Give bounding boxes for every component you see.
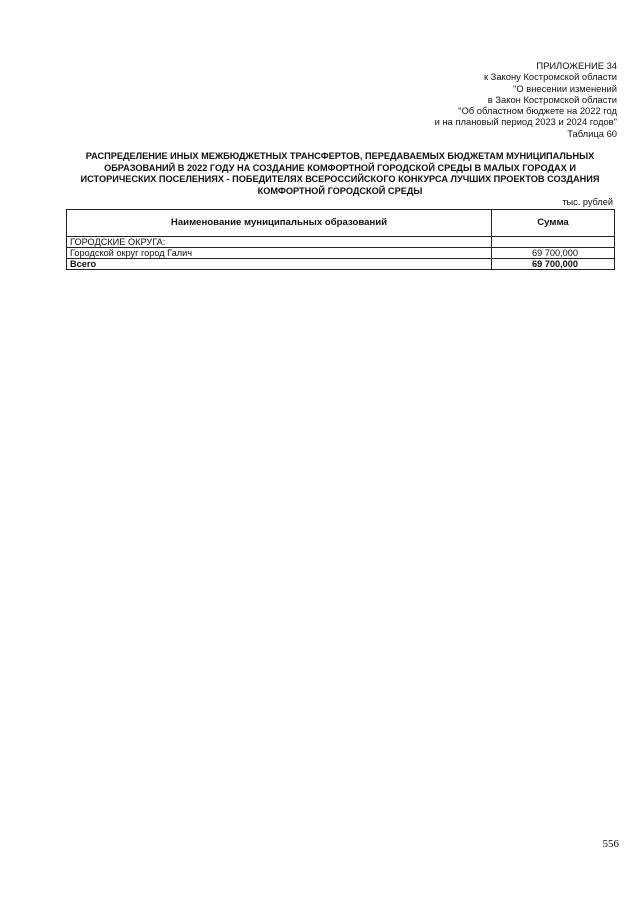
- units-label: тыс. рублей: [562, 197, 613, 207]
- table-number: Таблица 60: [567, 127, 617, 139]
- table-header-row: [67, 210, 615, 237]
- title-line: КОМФОРТНОЙ ГОРОДСКОЙ СРЕДЫ: [257, 185, 423, 196]
- table-row: [67, 248, 615, 259]
- appendix-line: "О внесении изменений: [513, 82, 617, 94]
- title-line: ОБРАЗОВАНИЙ В 2022 ГОДУ НА СОЗДАНИЕ КОМФОРТНОЙ ГОРОДСКОЙ СРЕДЫ В МАЛЫХ ГОРОДАХ И: [104, 162, 576, 173]
- title-line: ИСТОРИЧЕСКИХ ПОСЕЛЕНИЯХ - ПОБЕДИТЕЛЯХ ВСЕРОССИЙСКОГО КОНКУРСА ЛУЧШИХ ПРОЕКТОВ СОЗДАНИЯ: [80, 174, 600, 185]
- appendix-line: ПРИЛОЖЕНИЕ 34: [536, 60, 617, 71]
- row-name: ГОРОДСКИЕ ОКРУГА:: [67, 237, 492, 248]
- column-header-name: Наименование муниципальных образований: [67, 210, 492, 237]
- title-line: РАСПРЕДЕЛЕНИЕ ИНЫХ МЕЖБЮДЖЕТНЫХ ТРАНСФЕРТОВ, ПЕРЕДАВАЕМЫХ БЮДЖЕТАМ МУНИЦИПАЛЬНЫХ: [85, 151, 595, 161]
- appendix-line: к Закону Костромской области: [483, 71, 617, 83]
- appendix-line: в Закон Костромской области: [487, 93, 617, 105]
- appendix-line: и на плановый период 2023 и 2024 годов": [434, 116, 617, 128]
- row-sum: [492, 237, 615, 248]
- table-row: [67, 237, 615, 248]
- row-sum: 69 700,000: [492, 248, 615, 259]
- column-header-sum: Сумма: [492, 210, 615, 237]
- total-sum: 69 700,000: [492, 259, 615, 270]
- appendix-line: "Об областном бюджете на 2022 год: [458, 105, 617, 117]
- document-title: [66, 151, 614, 197]
- distribution-table: [66, 209, 615, 270]
- appendix-header: [297, 60, 617, 139]
- page-number: 556: [602, 838, 619, 850]
- total-row: [67, 259, 615, 270]
- row-name: Городской округ город Галич: [67, 248, 492, 259]
- total-label: Всего: [67, 259, 492, 270]
